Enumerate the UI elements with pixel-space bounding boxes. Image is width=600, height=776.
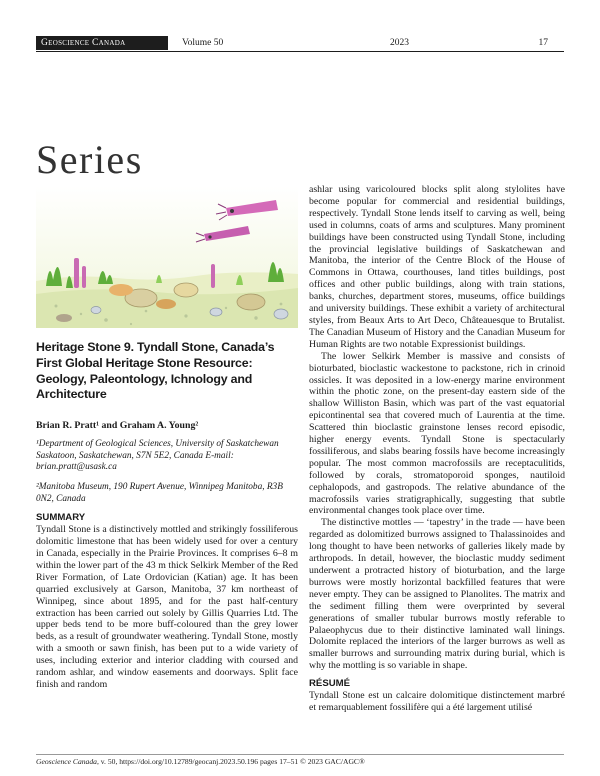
article-authors: Brian R. Pratt¹ and Graham A. Young²: [36, 420, 199, 432]
affiliation-1: ¹Department of Geological Sciences, University of Saskatchewan Saskatoon, Saskatchewan, S7N 5E2, Canada E-mail: brian.pratt@usask.ca: [36, 439, 279, 473]
running-header: [36, 36, 564, 50]
header-rule: [36, 51, 564, 52]
seafloor-illustration: [36, 186, 298, 328]
paragraph: The distinctive mottles — ‘tapestry’ in the trade — have been regarded as dolomitized burrows assigned to Thalassinoides and long thought to have been networks of galleries likely made by arthropods. In detail, however, the bioclastic muddy sediment underwent a protracted history of bioturbation, and the large burrows were mostly horizontal backfilled features that were never empty. They can be assigned to Planolites. The matrix and the sediment filling them were overprinted by several generations of smaller tubular burrows mostly referable to Palaeophycus due to their distinctive laminated wall linings. Dolomite replaced the interiors of the larger burrows as well as smaller burrows and surrounding matrix during burial, which is why the mottling is so variable in shape.: [309, 517, 565, 672]
summary-heading: SUMMARY: [36, 512, 86, 524]
resume-heading: RÉSUMÉ: [309, 678, 351, 690]
summary-text: Tyndall Stone is a distinctively mottled and strikingly fossiliferous dolomitic limestone that has been widely used for over a century in Canada, especially in the Prairie Provinces. It comprises 6–8 m within the lower part of the 43 m thick Selkirk Member of the Red River Formation, of Late Ordovician (Katian) age. It has been quarried exclusively at Garson, Manitoba, 37 km northeast of Winnipeg, since about 1895, and for the past half-century extraction has been carried out solely by Gillis Quarries Ltd. The upper beds tend to be more buff-coloured than the grey lower beds, as a result of groundwater weathering. Tyndall Stone, mostly with a smooth or sawn finish, has been put to a wide variety of uses, including exterior and interior cladding with coursed and random ashlar, and window easements and doorways. Split face finish and random: [36, 524, 298, 690]
footer-journal: Geoscience Canada: [36, 757, 97, 766]
page-number: 17: [538, 38, 548, 48]
page-footer: [36, 757, 564, 766]
right-column: [309, 184, 565, 714]
year-label: 2023: [390, 38, 409, 48]
footer-citation: , v. 50, https://doi.org/10.12789/geocanj.2023.50.196 pages 17–51 © 2023 GAC/AGC®: [96, 757, 365, 766]
volume-label: Volume 50: [182, 38, 224, 48]
article-title: Heritage Stone 9. Tyndall Stone, Canada’s First Global Heritage Stone Resource: Geology, Paleontology, Ichnology and Architecture: [36, 340, 275, 402]
series-title: Series: [36, 137, 143, 182]
paragraph: ashlar using varicoloured blocks split along stylolites have become popular for commercial and residential buildings, respectively. Tyndall Stone lends itself to carving as well, being used in columns, coats of arms and sculptures. Many prominent buildings have been constructed using Tyndall Stone, including the provincial legislative buildings of Saskatchewan and Manitoba, the interior of the Centre Block of the House of Commons in Ottawa, courthouses, land titles buildings, post offices and other public buildings, along with train stations, banks, churches, department stores, museums, office buildings and university buildings. These exhibit a variety of architectural styles, from Beaux Arts to Art Deco, Châteauesque to Brutalist. The Canadian Museum of History and the Canadian Museum for Human Rights are two notable Expressionist buildings.: [309, 184, 565, 350]
affiliation-2: ²Manitoba Museum, 190 Rupert Avenue, Winnipeg Manitoba, R3B 0N2, Canada: [36, 481, 283, 504]
footer-rule: [36, 754, 564, 755]
resume-text: Tyndall Stone est un calcaire dolomitique distinctement marbré et remarquablement fossilifère qui a été largement utilisé: [309, 690, 565, 714]
left-column: [36, 340, 298, 691]
paragraph: The lower Selkirk Member is massive and consists of bioturbated, bioclastic wackestone to packstone, rich in crinoid ossicles. It was deposited in a low-energy marine environment within the photic zone, on the present-day eastern side of the shallow Williston Basin, which was part of the vast equatorial epicontinental sea that covered much of Laurentia at the time. Scattered thin bioclastic grainstone lenses record episodic, higher energy events. Tyndall Stone is spectacularly fossiliferous, and slabs bearing fossils have become increasingly popular. The most common macrofossils are receptaculitids, followed by corals, stromatoporoid sponges, nautiloid cephalopods, and gastropods. The relative abundance of the macrofossils varies stratigraphically, suggesting that subtle environmental changes took place over time.: [309, 350, 565, 517]
journal-name: Geoscience Canada: [36, 36, 168, 50]
